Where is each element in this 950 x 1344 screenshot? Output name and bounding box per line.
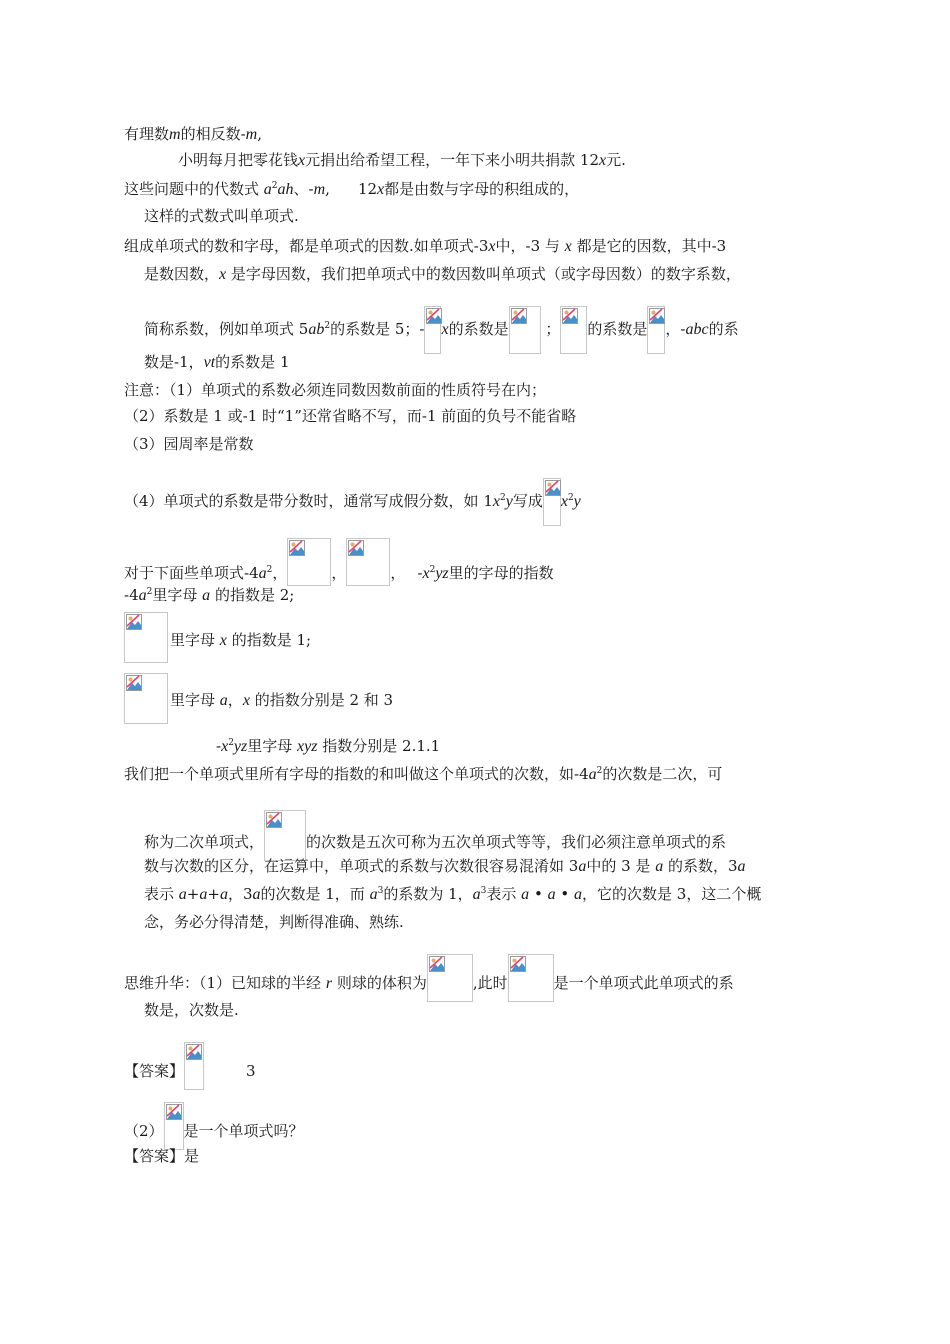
text-line-14: $-4a^2$里字母 a 的指数是 2; bbox=[124, 586, 295, 604]
broken-image-icon bbox=[126, 675, 142, 691]
text-line-8: 数是-1，vt的系数是 1 bbox=[144, 353, 290, 371]
image-placeholder bbox=[346, 538, 390, 586]
broken-image-icon bbox=[266, 812, 282, 828]
broken-image-icon bbox=[348, 540, 364, 556]
image-placeholder bbox=[509, 306, 541, 354]
image-placeholder bbox=[543, 478, 561, 526]
text-line-9: 注意：（1）单项式的系数必须连同数因数前面的性质符号在内； bbox=[124, 381, 547, 399]
broken-image-icon bbox=[166, 1104, 182, 1120]
text-line-18: 我们把一个单项式里所有字母的指数的和叫做这个单项式的次数，如$-4a^2$的次数是二次，可 bbox=[124, 765, 723, 783]
text-line-1: 有理数m的相反数-m, bbox=[124, 125, 262, 143]
text-line-25: 【答案】 3 bbox=[124, 1042, 256, 1090]
broken-image-icon bbox=[545, 480, 561, 496]
text-line-10: （2）系数是 1 或-1 时“1”还常省略不写，而-1 前面的负号不能省略 bbox=[124, 407, 577, 425]
text-line-4: 这样的式数式叫单项式. bbox=[144, 207, 299, 225]
image-placeholder bbox=[427, 954, 473, 1002]
image-placeholder bbox=[560, 306, 587, 354]
image-placeholder bbox=[424, 306, 441, 354]
text-line-3: 这些问题中的代数式 $a^2ah$、-m, 12x都是由数与字母的积组成的， bbox=[124, 180, 580, 198]
broken-image-icon bbox=[126, 614, 142, 630]
broken-image-icon bbox=[426, 308, 442, 324]
broken-image-icon bbox=[562, 308, 578, 324]
text-line-27: 【答案】是 bbox=[124, 1147, 200, 1165]
text-line-21: 表示 a+a+a，3a的次数是 1，而 $a^3$的系数为 1，$a^3$表示 a • a • a，它的次数是 3，这二个概 bbox=[144, 885, 762, 903]
text-line-16: 里字母 a，x 的指数分别是 2 和 3 bbox=[170, 691, 394, 709]
text-line-22: 念，务必分得清楚，判断得准确、熟练. bbox=[144, 913, 404, 931]
text-line-7: 简称系数，例如单项式 $5ab^2$的系数是 5；- x的系数是 ； 的系数是 ，-abc的系 bbox=[144, 306, 739, 354]
image-placeholder bbox=[124, 612, 168, 663]
broken-image-icon bbox=[186, 1044, 202, 1060]
text-line-11: （3）园周率是常数 bbox=[124, 435, 254, 453]
image-placeholder bbox=[264, 810, 306, 861]
broken-image-icon bbox=[511, 308, 527, 324]
image-placeholder bbox=[124, 673, 168, 724]
broken-image-icon bbox=[510, 956, 526, 972]
text-line-23: 思维升华：（1）已知球的半经 r 则球的体积为 ,此时 是一个单项式此单项式的系 bbox=[124, 954, 734, 1002]
text-line-20: 数与次数的区分，在运算中，单项式的系数与次数很容易混淆如 3a中的 3 是 a 的系数，3a bbox=[144, 857, 746, 875]
image-placeholder bbox=[508, 954, 554, 1002]
text-line-2: 小明每月把零花钱x元捐出给希望工程，一年下来小明共捐款 12x元. bbox=[178, 151, 626, 169]
text-line-19: 称为二次单项式， 的次数是五次可称为五次单项式等等，我们必须注意单项式的系 bbox=[144, 810, 726, 861]
image-placeholder bbox=[647, 306, 665, 354]
text-line-13: 对于下面些单项式$-4a^2$， ， ， $-x^2yz$里的字母的指数 bbox=[124, 538, 554, 586]
broken-image-icon bbox=[289, 540, 305, 556]
text-line-17: $-x^2yz$里字母 xyz 指数分别是 2.1.1 bbox=[216, 737, 441, 755]
broken-image-icon bbox=[429, 956, 445, 972]
text-line-26: （2） 是一个单项式吗？ bbox=[124, 1102, 304, 1150]
broken-image-icon bbox=[649, 308, 665, 324]
image-placeholder bbox=[184, 1042, 204, 1090]
image-placeholder bbox=[287, 538, 331, 586]
image-placeholder bbox=[164, 1102, 184, 1150]
text-line-15: 里字母 x 的指数是 1; bbox=[170, 631, 312, 649]
text-line-6: 是数因数，x 是字母因数，我们把单项式中的数因数叫单项式（或字母因数）的数字系数， bbox=[144, 265, 741, 283]
text-line-24: 数是，次数是. bbox=[144, 1001, 239, 1019]
text-line-5: 组成单项式的数和字母，都是单项式的因数.如单项式-3x中，-3 与 x 都是它的因数，其中-3 bbox=[124, 237, 727, 255]
text-line-12: （4）单项式的系数是带分数时，通常写成假分数，如 $1x^2y$写成 $x^2y$ bbox=[124, 478, 581, 526]
